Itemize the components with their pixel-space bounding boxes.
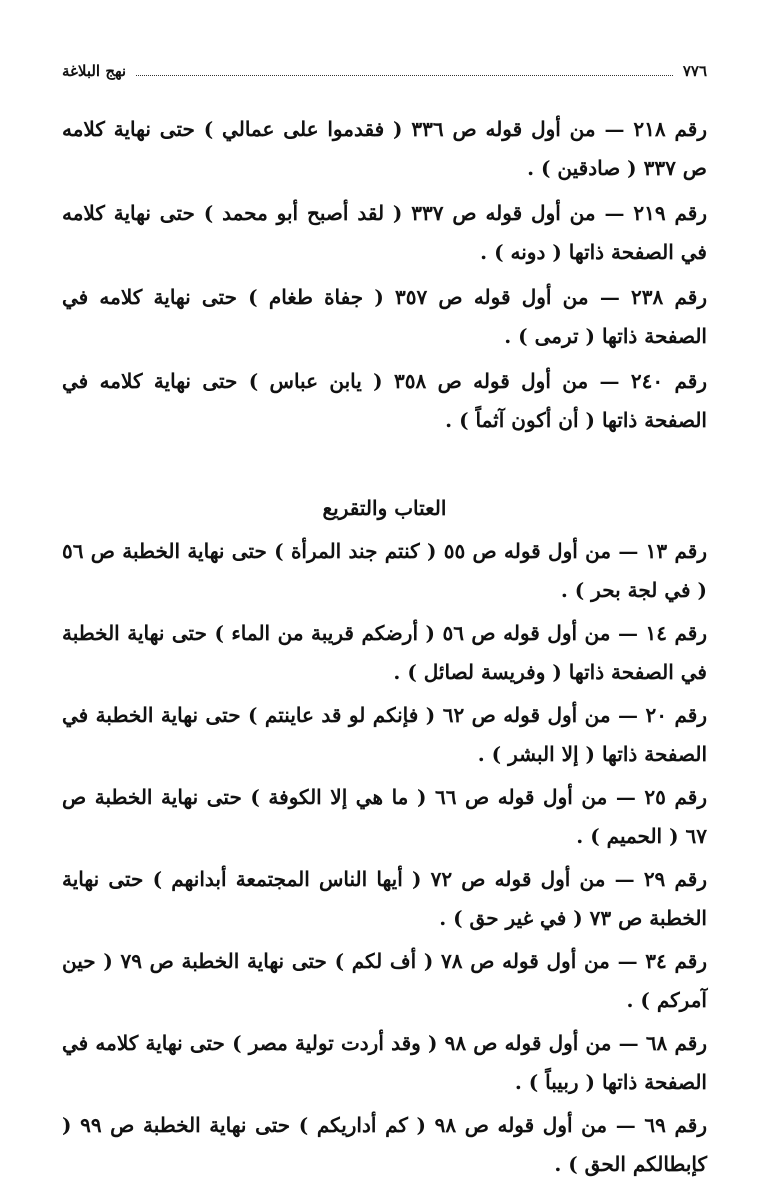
list-item: رقم ٢٥ — من أول قوله ص ٦٦ ( ما هي إلا الكوفة ) حتى نهاية الخطبة ص ٦٧ ( الحميم ) . bbox=[62, 785, 707, 848]
section-2 bbox=[62, 532, 707, 1184]
section-1 bbox=[62, 110, 707, 440]
section-heading: العتاب والتقريع bbox=[322, 496, 447, 520]
list-item: رقم ٣٤ — من أول قوله ص ٧٨ ( أف لكم ) حتى نهاية الخطبة ص ٧٩ ( حين آمركم ) . bbox=[62, 949, 707, 1012]
list-item: رقم ٢٣٨ — من أول قوله ص ٣٥٧ ( جفاة طغام ) حتى نهاية كلامه في الصفحة ذاتها ( ترمى ) . bbox=[62, 285, 707, 348]
list-item: رقم ٢٠ — من أول قوله ص ٦٢ ( فإنكم لو قد عاينتم ) حتى نهاية الخطبة في الصفحة ذاتها ( إلا البشر ) . bbox=[62, 703, 707, 766]
page-number: ٧٧٦ bbox=[682, 62, 707, 80]
list-item: رقم ٦٨ — من أول قوله ص ٩٨ ( وقد أردت تولية مصر ) حتى نهاية كلامه في الصفحة ذاتها ( ربيباً ) . bbox=[62, 1031, 708, 1094]
list-item: رقم ٢١٨ — من أول قوله ص ٣٣٦ ( فقدموا على عمالي ) حتى نهاية كلامه ص ٣٣٧ ( صادقين ) . bbox=[62, 117, 707, 180]
list-item: رقم ١٤ — من أول قوله ص ٥٦ ( أرضكم قريبة من الماء ) حتى نهاية الخطبة في الصفحة ذاتها ( وفريسة لصائل ) . bbox=[62, 621, 707, 684]
header-divider bbox=[136, 65, 673, 76]
running-title: نهج البلاغة bbox=[62, 62, 127, 80]
list-item: رقم ٢٤٠ — من أول قوله ص ٣٥٨ ( يابن عباس ) حتى نهاية كلامه في الصفحة ذاتها ( أن أكون آثماً ) . bbox=[62, 369, 707, 432]
list-item: رقم ٢١٩ — من أول قوله ص ٣٣٧ ( لقد أصبح أبو محمد ) حتى نهاية كلامه في الصفحة ذاتها ( دونه ) . bbox=[62, 201, 707, 264]
list-item: رقم ٦٩ — من أول قوله ص ٩٨ ( كم أداريكم ) حتى نهاية الخطبة ص ٩٩ ( كإبطالكم الحق ) . bbox=[62, 1113, 707, 1176]
list-item: رقم ١٣ — من أول قوله ص ٥٥ ( كنتم جند المرأة ) حتى نهاية الخطبة ص ٥٦ ( في لجة بحر ) . bbox=[62, 539, 707, 602]
list-item: رقم ٢٩ — من أول قوله ص ٧٢ ( أيها الناس المجتمعة أبدانهم ) حتى نهاية الخطبة ص ٧٣ ( في غير حق ) . bbox=[62, 867, 708, 930]
page-header bbox=[62, 62, 707, 88]
